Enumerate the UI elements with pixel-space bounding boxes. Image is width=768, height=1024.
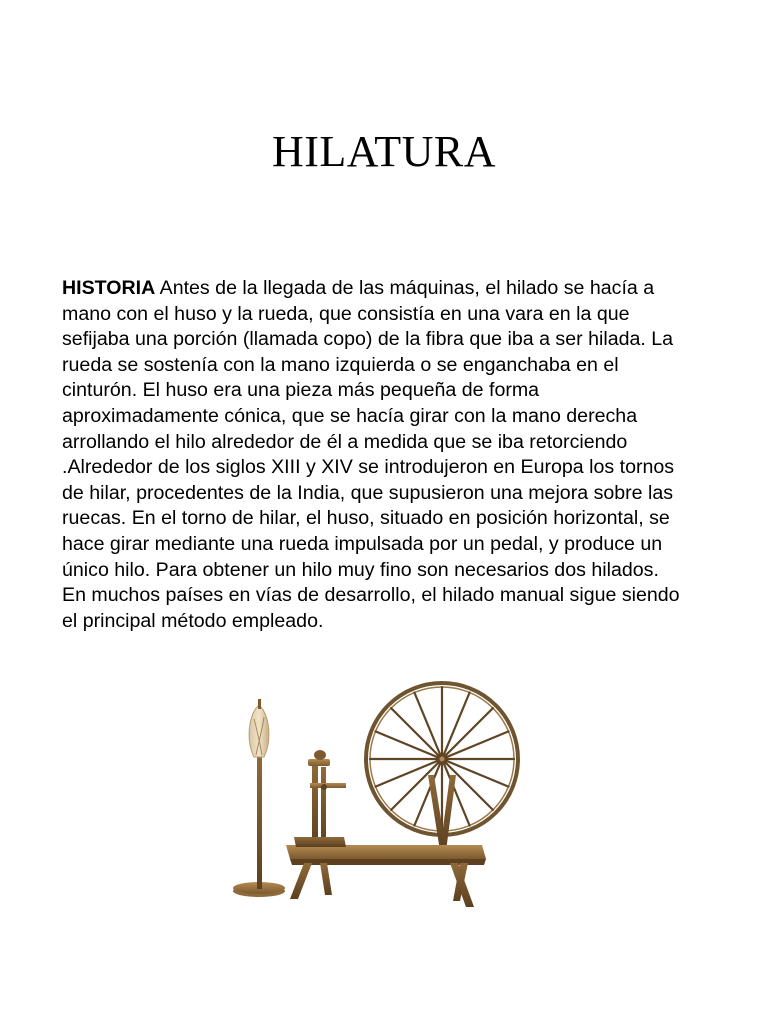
paragraph-line: ruecas. En el torno de hilar, el huso, situado en posición horizontal, se — [62, 507, 670, 530]
history-paragraph — [62, 276, 712, 634]
paragraph-line: aproximadamente cónica, que se hacía girar con la mano derecha — [62, 404, 638, 427]
wheel — [366, 683, 518, 835]
bench — [286, 837, 486, 865]
spinning-wheel-icon — [224, 655, 528, 920]
spindle-assembly — [308, 750, 346, 847]
paragraph-line: hace girar mediante una rueda impulsada por un pedal, y produce un — [62, 532, 663, 555]
paragraph-line: mano con el huso y la rueda, que consistía en una vara en la que — [62, 302, 630, 325]
history-lead: HISTORIA — [62, 277, 156, 299]
paragraph-line: de hilar, procedentes de la India, que supusieron una mejora sobre las — [62, 481, 674, 504]
paragraph-line: arrollando el hilo alrededor de él a medida que se iba retorciendo — [62, 430, 628, 453]
paragraph-line: sefijaba una porción (llamada copo) de la fibra que iba a ser hilada. La — [62, 328, 674, 351]
bench-legs — [290, 863, 474, 907]
paragraph-line: único hilo. Para obtener un hilo muy fino son necesarios dos hilados. — [62, 558, 659, 581]
paragraph-line: el principal método empleado. — [62, 609, 324, 632]
page-title: HILATURA — [272, 127, 496, 176]
paragraph-line: rueda se sostenía con la mano izquierda o se enganchaba en el — [62, 353, 619, 376]
paragraph-line: .Alrededor de los siglos XIII y XIV se introdujeron en Europa los tornos — [62, 456, 675, 479]
spinning-wheel-illustration — [224, 655, 528, 920]
paragraph-line: Antes de la llegada de las máquinas, el hilado se hacía a — [155, 277, 655, 299]
paragraph-line: En muchos países en vías de desarrollo, el hilado manual sigue siendo — [62, 584, 680, 607]
distaff-stand — [233, 699, 285, 897]
paragraph-line: cinturón. El huso era una pieza más pequeña de forma — [62, 379, 540, 402]
